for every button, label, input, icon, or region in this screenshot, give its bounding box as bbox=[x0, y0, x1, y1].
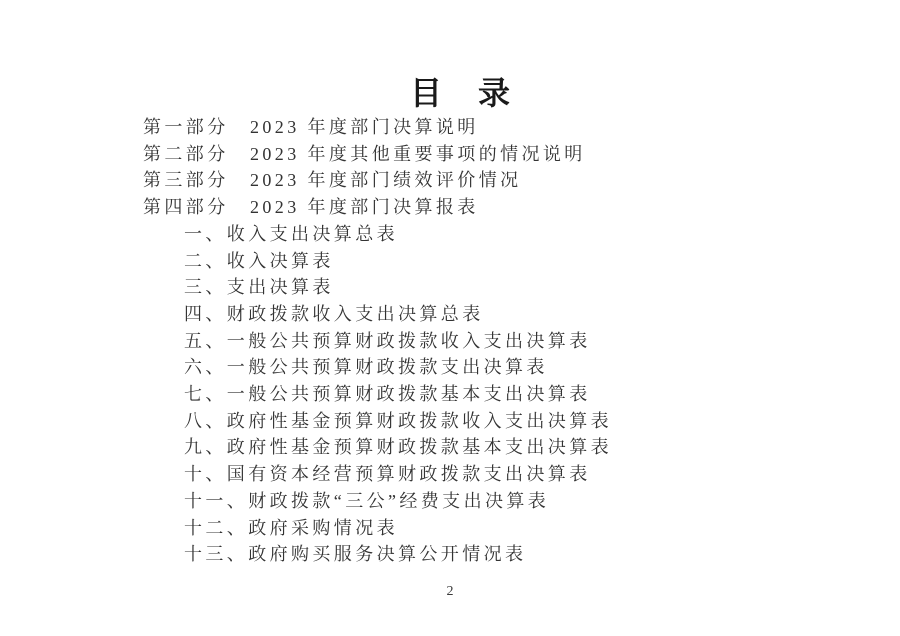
toc-part-line-3: 第三部分 2023 年度部门绩效评价情况 bbox=[143, 170, 522, 191]
toc-item-line-5: 五、一般公共预算财政拨款收入支出决算表 bbox=[184, 330, 591, 351]
toc-item-line-12: 十二、政府采购情况表 bbox=[184, 517, 398, 538]
toc-item-line-8: 八、政府性基金预算财政拨款收入支出决算表 bbox=[184, 410, 612, 431]
toc-item-line-13: 十三、政府购买服务决算公开情况表 bbox=[184, 544, 527, 565]
toc-item-line-9: 九、政府性基金预算财政拨款基本支出决算表 bbox=[184, 437, 612, 458]
toc-item-line-3: 三、支出决算表 bbox=[184, 277, 334, 298]
toc-part-line-4: 第四部分 2023 年度部门决算报表 bbox=[143, 197, 479, 218]
page-title: 目 录 bbox=[410, 75, 513, 112]
toc-item-line-4: 四、财政拨款收入支出决算总表 bbox=[184, 303, 484, 324]
toc-part-line-1: 第一部分 2023 年度部门决算说明 bbox=[143, 117, 479, 137]
toc-item-line-6: 六、一般公共预算财政拨款支出决算表 bbox=[184, 357, 548, 378]
toc-item-line-10: 十、国有资本经营预算财政拨款支出决算表 bbox=[184, 464, 591, 485]
toc-item-line-1: 一、收入支出决算总表 bbox=[184, 223, 398, 244]
page-number: 2 bbox=[446, 584, 454, 599]
toc-item-line-2: 二、收入决算表 bbox=[184, 250, 334, 271]
toc-item-line-11: 十一、财政拨款“三公”经费支出决算表 bbox=[184, 490, 550, 511]
toc-item-line-7: 七、一般公共预算财政拨款基本支出决算表 bbox=[184, 384, 591, 405]
toc-part-line-2: 第二部分 2023 年度其他重要事项的情况说明 bbox=[143, 143, 586, 164]
toc bbox=[143, 114, 612, 568]
